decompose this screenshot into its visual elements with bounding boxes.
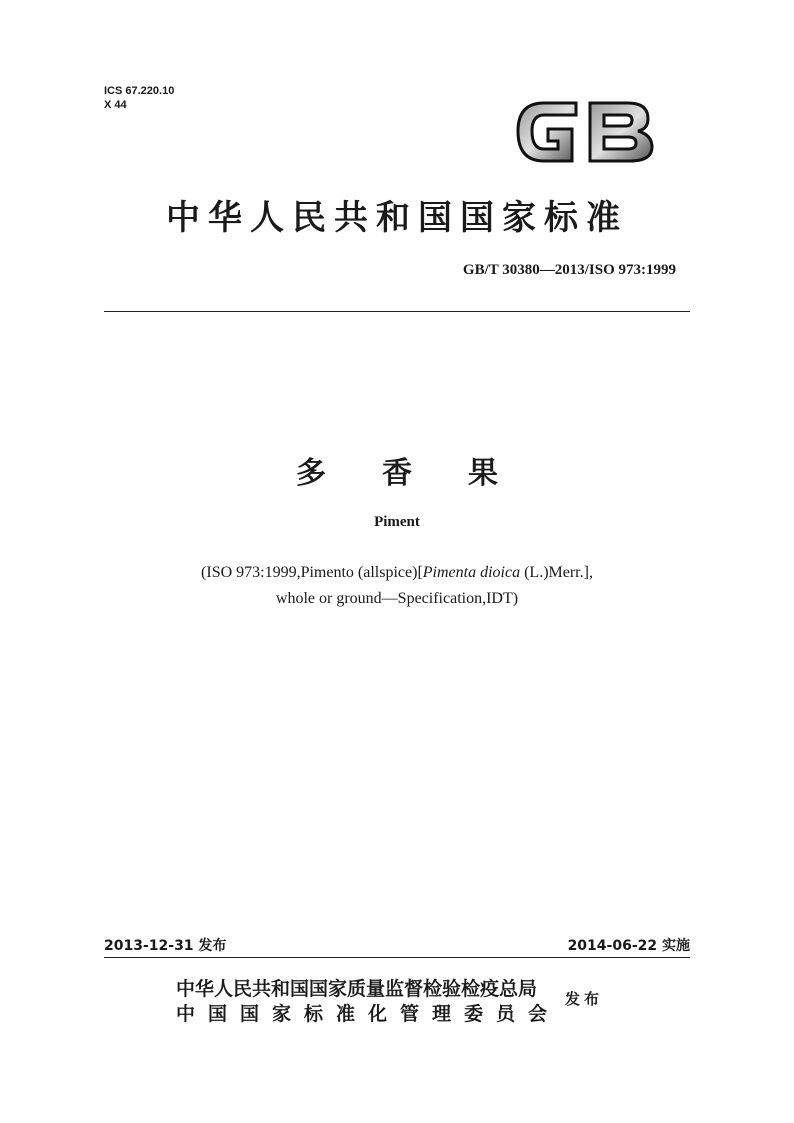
footer-divider — [104, 957, 690, 958]
ics-block — [104, 84, 174, 112]
issuer-line-1: 中华人民共和国国家质量监督检验检疫总局 — [176, 978, 538, 1000]
issuer-line-2: 中国国家标准化管理委员会 — [176, 1003, 561, 1025]
gb-logo-icon — [510, 93, 658, 173]
org-title: 中华人民共和国国家标准 — [166, 198, 628, 238]
class-code: X 44 — [104, 99, 127, 111]
issuing-authorities — [176, 977, 560, 1027]
reference-species: Pimenta dioica — [422, 564, 521, 581]
reference-text: (ISO 973:1999,Pimento (allspice)[ — [201, 564, 423, 581]
reference-line-1 — [0, 560, 794, 586]
title-char: 香 — [382, 456, 412, 491]
title-char: 多 — [296, 456, 326, 491]
ics-code: ICS 67.220.10 — [104, 85, 175, 97]
iso-reference — [0, 560, 794, 612]
standard-number: GB/T 30380—2013/ISO 973:1999 — [462, 262, 676, 278]
title-char: 果 — [468, 456, 498, 491]
reference-line-2: whole or ground—Specification,IDT) — [275, 590, 519, 607]
document-title-en: Piment — [374, 514, 420, 530]
publish-label: 发布 — [565, 990, 604, 1008]
reference-text: (L.)Merr.], — [520, 564, 593, 581]
issue-date: 2013-12-31 发布 — [104, 938, 227, 954]
implementation-date: 2014-06-22 实施 — [567, 938, 690, 954]
document-title-zh — [0, 448, 794, 492]
header-divider — [104, 311, 690, 312]
